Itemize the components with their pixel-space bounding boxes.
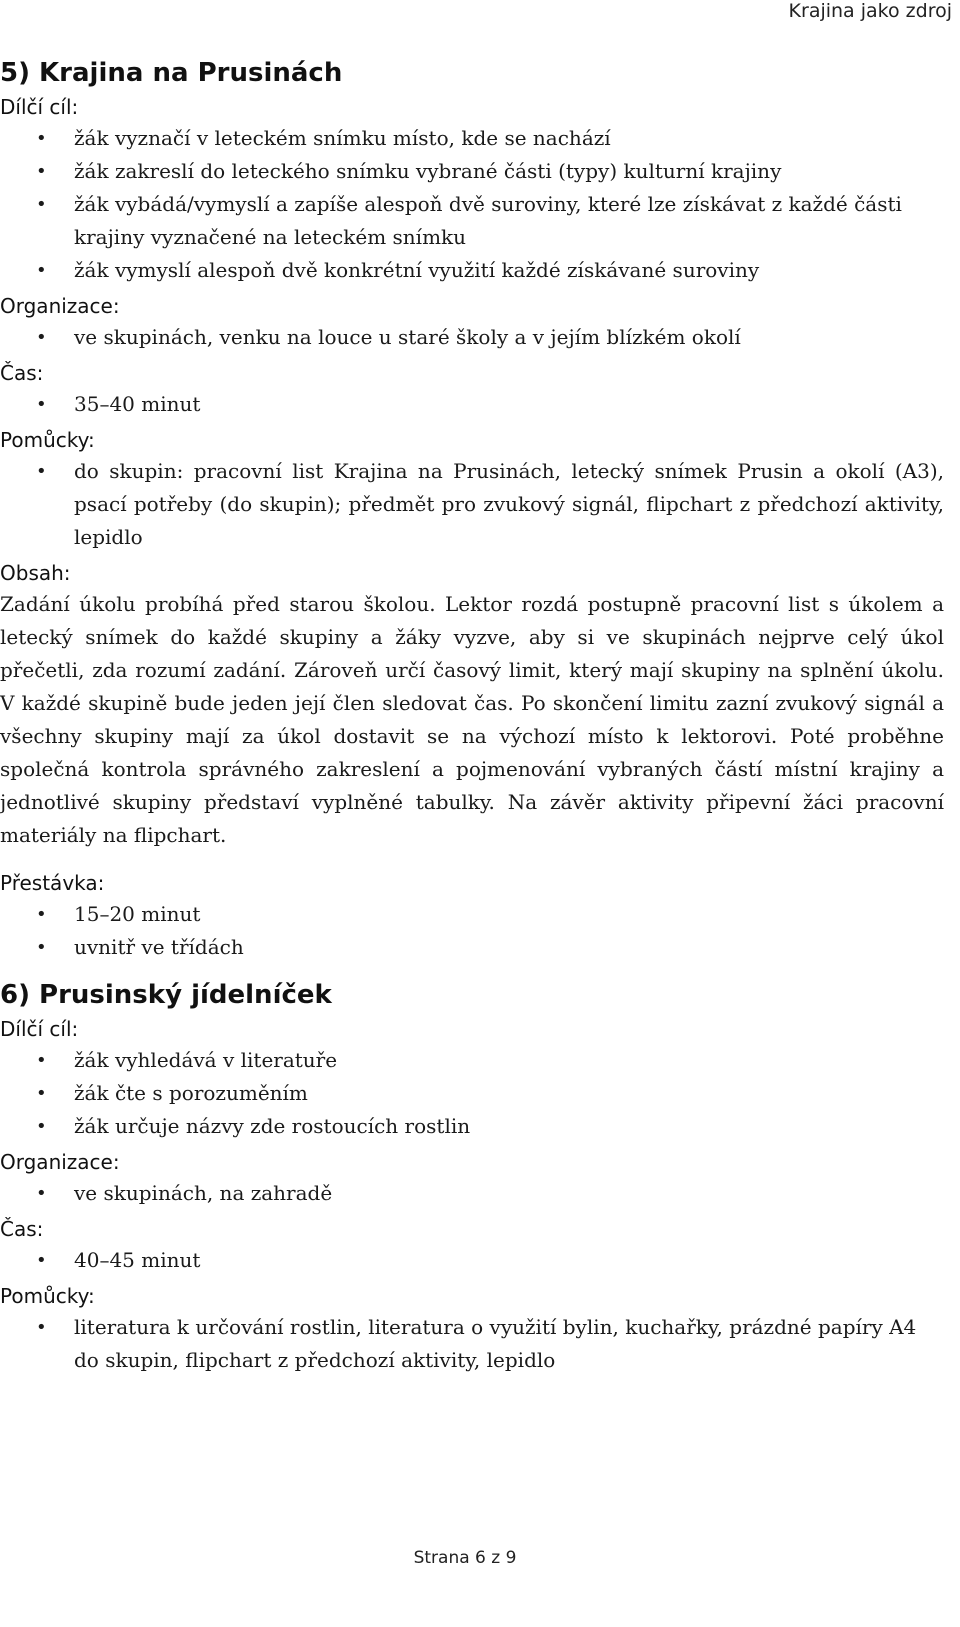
page-content <box>0 56 944 1383</box>
section-5-time-list <box>0 388 944 421</box>
section-5-goal-list <box>0 122 944 287</box>
list-item: • žák čte s porozuměním <box>74 1077 944 1110</box>
section-5-time-label: Čas: <box>0 361 44 385</box>
list-item: • 35–40 minut <box>74 388 944 421</box>
list-item: • žák vyznačí v leteckém snímku místo, kde se nachází <box>74 122 944 155</box>
section-6 <box>0 978 944 1377</box>
section-6-org-label: Organizace: <box>0 1150 120 1174</box>
section-6-goal-label: Dílčí cíl: <box>0 1017 79 1041</box>
list-item: • ve skupinách, na zahradě <box>74 1177 944 1210</box>
section-5-title: 5) Krajina na Prusinách <box>0 58 343 88</box>
section-5-tools-list <box>0 455 944 554</box>
list-item: • ve skupinách, venku na louce u staré školy a v jejím blízkém okolí <box>74 321 944 354</box>
section-5-org-list <box>0 321 944 354</box>
section-6-tools-label: Pomůcky: <box>0 1284 95 1308</box>
running-head: Krajina jako zdroj <box>788 0 952 22</box>
section-6-time-label: Čas: <box>0 1217 44 1241</box>
section-5-tools-label: Pomůcky: <box>0 428 95 452</box>
list-item: • žák vybádá/vymyslí a zapíše alespoň dvě suroviny, které lze získávat z každé části krajiny vyznačené na leteckém snímku <box>74 188 944 254</box>
list-item: • do skupin: pracovní list Krajina na Prusinách, letecký snímek Prusin a okolí (A3), psací potřeby (do skupin); předmět pro zvukový signál, flipchart z předchozí aktivity, lepidlo <box>74 455 944 554</box>
list-item: • 40–45 minut <box>74 1244 944 1277</box>
section-5-break-list <box>0 898 944 964</box>
list-item: • žák určuje názvy zde rostoucích rostlin <box>74 1110 944 1143</box>
list-item: • žák zakreslí do leteckého snímku vybrané části (typy) kulturní krajiny <box>74 155 944 188</box>
section-5 <box>0 56 944 964</box>
list-item: • 15–20 minut <box>74 898 944 931</box>
section-5-content-text: Zadání úkolu probíhá před starou školou. Lektor rozdá postupně pracovní list s úkolem a letecký snímek do každé skupiny a žáky vyzve, aby si ve skupinách nejprve celý úkol přečetli, zda rozumí zadání. Zároveň určí časový limit, který mají skupiny na splnění úkolu. V každé skupině bude jeden její člen sledovat čas. Po skončení limitu zazní zvukový signál a všechny skupiny mají za úkol dostavit se na výchozí místo k lektorovi. Poté proběhne společná kontrola správného zakreslení a pojmenování vybraných částí místní krajiny a jednotlivé skupiny představí vyplněné tabulky. Na závěr aktivity připevní žáci pracovní materiály na flipchart. <box>0 592 944 847</box>
list-item: • literatura k určování rostlin, literatura o využití bylin, kuchařky, prázdné papíry A4 do skupin, flipchart z předchozí aktivity, lepidlo <box>74 1311 944 1377</box>
list-item: • žák vymyslí alespoň dvě konkrétní využití každé získávané suroviny <box>74 254 944 287</box>
section-6-goal-list <box>0 1044 944 1143</box>
list-item: • žák vyhledává v literatuře <box>74 1044 944 1077</box>
section-5-content-label: Obsah: <box>0 561 71 585</box>
section-5-goal-label: Dílčí cíl: <box>0 95 79 119</box>
page-number: Strana 6 z 9 <box>413 1548 517 1568</box>
section-5-break-label: Přestávka: <box>0 871 105 895</box>
section-6-time-list <box>0 1244 944 1277</box>
section-6-tools-list <box>0 1311 944 1377</box>
section-5-org-label: Organizace: <box>0 294 120 318</box>
section-6-org-list <box>0 1177 944 1210</box>
list-item: • uvnitř ve třídách <box>74 931 944 964</box>
section-6-title: 6) Prusinský jídelníček <box>0 980 332 1010</box>
